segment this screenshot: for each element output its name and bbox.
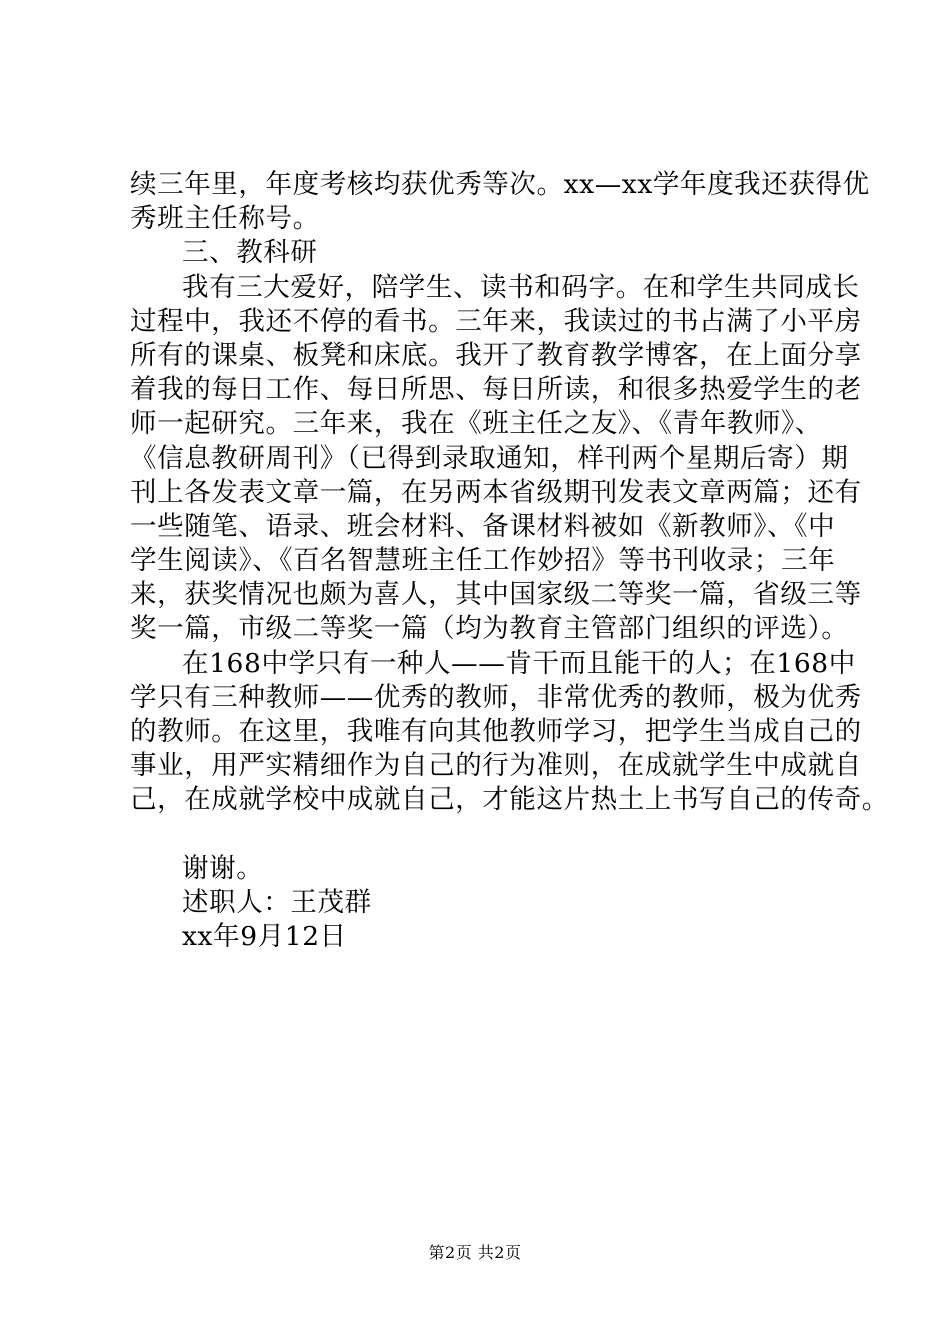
closing-thanks: 谢谢。 bbox=[182, 852, 264, 884]
blank-line bbox=[130, 818, 830, 852]
paragraph-line: 一些随笔、语录、班会材料、备课材料被如《新教师》、《中 bbox=[130, 510, 836, 542]
paragraph-line: 秀班主任称号。 bbox=[130, 203, 320, 235]
paragraph-line: 我有三大爱好，陪学生、读书和码字。在和学生共同成长 bbox=[182, 271, 860, 303]
signature-line: 述职人：王茂群 bbox=[182, 886, 372, 918]
paragraph-line: 学生阅读》、《百名智慧班主任工作妙招》等书刊收录；三年 bbox=[130, 545, 836, 577]
paragraph-line: 奖一篇，市级二等奖一篇（均为教育主管部门组织的评选）。 bbox=[130, 613, 849, 645]
section-heading: 三、教科研 bbox=[182, 237, 318, 269]
paragraph-line: 来，获奖情况也颇为喜人，其中国家级二等奖一篇，省级三等 bbox=[130, 579, 862, 611]
paragraph-line: 事业，用严实精细作为自己的行为准则，在成就学生中成就自 bbox=[130, 750, 862, 782]
paragraph-line: 《信息教研周刊》（已得到录取通知，样刊两个星期后寄）期 bbox=[130, 442, 849, 474]
paragraph-line: 己，在成就学校中成就自己，才能这片热土上书写自己的传奇。 bbox=[130, 784, 889, 816]
paragraph-line: 师一起研究。三年来，我在《班主任之友》、《青年教师》、 bbox=[130, 408, 822, 440]
paragraph-line: 刊上各发表文章一篇，在另两本省级期刊发表文章两篇；还有 bbox=[130, 476, 862, 508]
paragraph-line: 着我的每日工作、每日所思、每日所读，和很多热爱学生的老 bbox=[130, 374, 862, 406]
paragraph-line: 的教师。在这里，我唯有向其他教师学习，把学生当成自己的 bbox=[130, 716, 862, 747]
paragraph-line: 在168中学只有一种人——肯干而且能干的人；在168中 bbox=[182, 647, 856, 679]
paragraph-line: 所有的课桌、板凳和床底。我开了教育教学博客，在上面分享 bbox=[130, 339, 862, 371]
page-number-footer: 第2页 共2页 bbox=[428, 1243, 522, 1262]
date-line: xx年9月12日 bbox=[182, 921, 347, 953]
paragraph-line: 过程中，我还不停的看书。三年来，我读过的书占满了小平房 bbox=[130, 305, 862, 337]
paragraph-line: 续三年里，年度考核均获优秀等次。xx—xx学年度我还获得优 bbox=[130, 169, 870, 200]
paragraph-line: 学只有三种教师——优秀的教师，非常优秀的教师，极为优秀 bbox=[130, 681, 862, 713]
body-text bbox=[130, 168, 889, 954]
